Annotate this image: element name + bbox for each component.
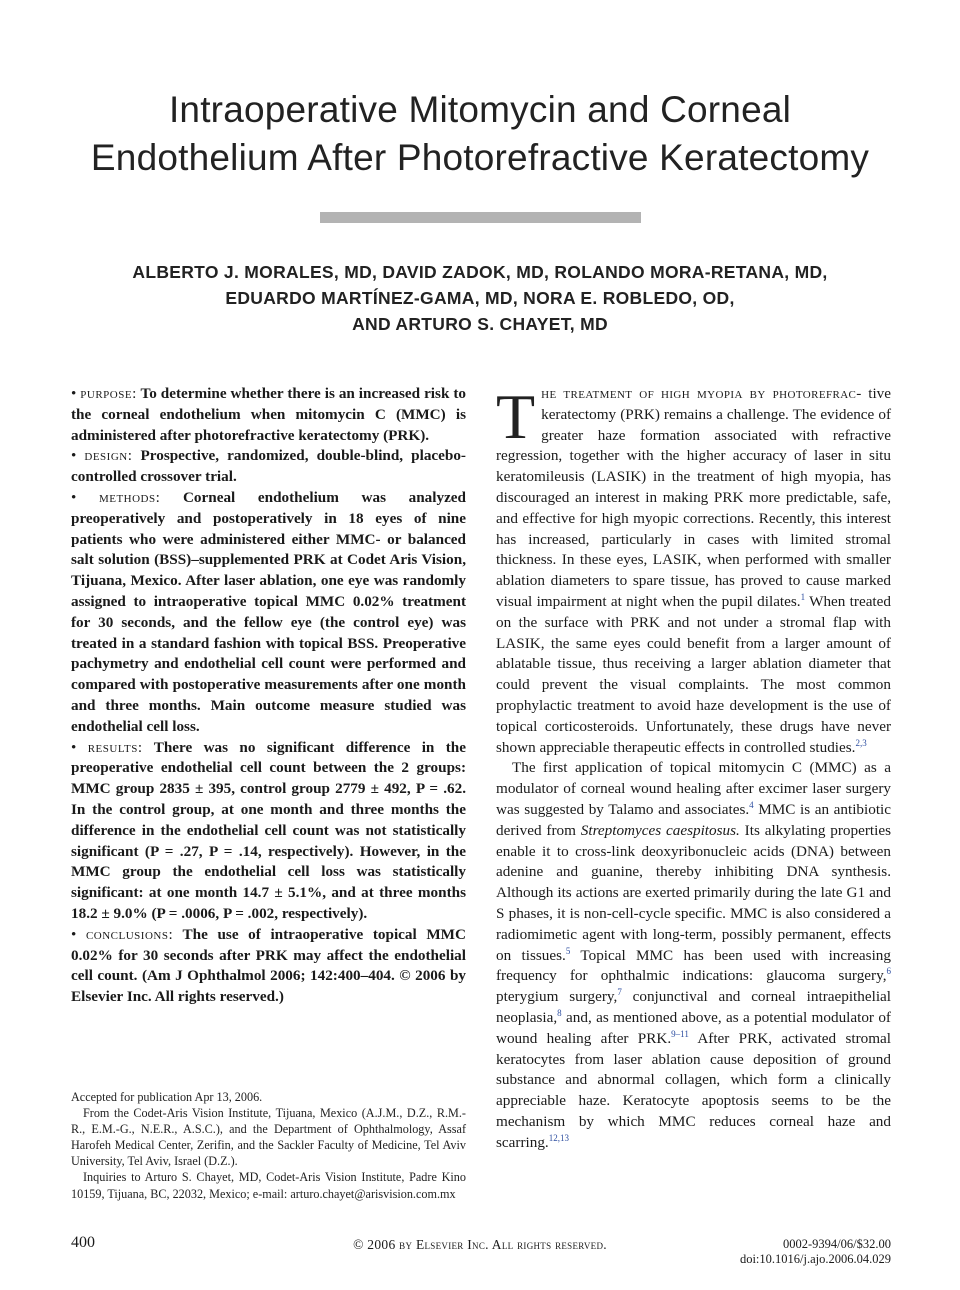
abstract-methods [71,488,466,738]
authors-line-3: AND ARTURO S. CHAYET, MD [352,314,608,334]
purpose-text: To determine whether there is an increased risk to the corneal endothelium when mitomycin C (MMC) is administered after photorefractive keratectomy (PRK). [71,385,466,444]
bullet-icon: • [71,925,77,943]
article-title [40,86,920,182]
conclusions-text: The use of intraoperative topical MMC 0.02% for 30 seconds after PRK may affect the endothelial cell count. (Am J Ophthalmol 2006; 142:400–404. © 2006 by Elsevier Inc. All rights reserved.) [71,925,466,1006]
drop-cap: T [496,381,536,452]
reference-link[interactable]: 4 [749,799,754,810]
abstract-design [71,446,466,488]
authors-line-1: ALBERTO J. MORALES, MD, DAVID ZADOK, MD, ROLANDO MORA-RETANA, MD, [132,262,828,282]
results-text: There was no significant difference in the preoperative endothelial cell count between the 2 groups: MMC group 2835 ± 395, control group 2779 ± 492, P = .62. In the control group, at one month and three months the difference in the endothelial cell count was not statistically significant (P = .27, P = .14, respectively). However, in the MMC group the endothelial cell loss was statistically significant: at one month 14.7 ± 5.1%, and at three months 18.2 ± 9.0% (P = .0006, P = .002, respectively). [71,738,466,922]
reference-link[interactable]: 9–11 [671,1028,689,1039]
abstract-purpose [71,384,466,446]
reference-link[interactable]: 7 [617,987,622,998]
title-divider [320,212,641,223]
reference-link[interactable]: 6 [886,966,891,977]
body-text-span: pterygium surgery, [496,988,618,1006]
body-text-span: Its alkylating properties enable it to cross-link deoxyribonucleic acids (DNA) between adenine and guanine, thereby inhibiting DNA synthesis. Although its actions are exerted primarily during the late G1 and S phases, it is non-cell-cycle specific. MMC is also considered a radiomimetic agent with long-term, possibly permanent, effects on tissues. [496,821,892,964]
body-text-span: conjunctival and corneal intraepithelial neoplasia, [496,988,892,1026]
body-text-span: When treated on the surface with PRK and not under a stromal flap with LASIK, the same eyes could benefit from a larger amount of ablatable tissue, thus receiving a larger ablation diameter that could prevent the visual complaints. The most common prophylactic treatment to avoid haze development is the use of topical corticosteroids. Unfortunately, these drugs have never shown appreciable therapeutic effects in controlled studies. [496,592,891,756]
abstract-conclusions [71,925,466,1008]
purpose-label: purpose: [80,385,137,402]
species-name: Streptomyces caespitosus. [580,821,740,839]
body-text-span: Topical MMC has been used with increasing frequency for ophthalmic indications: glaucoma surgery, [496,946,891,985]
conclusions-label: conclusions: [85,925,174,943]
reference-link[interactable]: 12,13 [548,1132,569,1143]
reference-link[interactable]: 8 [557,1007,562,1018]
affiliation-note: From the Codet-Aris Vision Institute, Tijuana, Mexico (A.J.M., D.Z., R.M.-R., E.M.-G., N.E.R., A.S.C.), and the Department of Ophthalmology, Assaf Harofeh Medical Center, Zerifin, and the Sackler Faculty of Medicine, Tel Aviv University, Tel Aviv, Israel (D.Z.). [71,1106,466,1169]
body-paragraph-1 [496,381,892,758]
reference-link[interactable]: 1 [800,591,806,602]
copyright-line: © 2006 by Elsevier Inc. All rights reserved. [353,1237,607,1252]
footnotes [71,1089,466,1202]
body-text-span: MMC is an antibiotic derived from [496,800,892,839]
design-label: design: [84,447,133,465]
methods-text: Corneal endothelium was analyzed preoperatively and postoperatively in 18 eyes of nine patients who were administered either MMC- or balanced salt solution (BSS)–supplemented PRK at Codet Aris Vision, Tijuana, Mexico. After laser ablation, one eye was randomly assigned to intraoperative topical MMC 0.02% treatment for 30 seconds, and the fellow eye (the control eye) was treated in a standard fashion with topical BSS. Preoperative pachymetry and endothelial cell count were performed and compared with postoperative measurements after one month and three months. Main outcome measure studied was endothelial cell loss. [71,488,466,735]
issn-doi-block [740,1237,891,1267]
reference-link[interactable]: 2,3 [855,737,867,748]
bullet-icon: • [71,738,77,756]
issn-price: 0002-9394/06/$32.00 [783,1237,891,1251]
body-text-span: tive keratectomy (PRK) remains a challenge. The evidence of greater haze formation associated with refractive regression, together with the higher accuracy of laser in situ keratomileusis (LASIK) in the treatment of high myopia, has discouraged an interest in making PRK more predictable, safe, and effective for high myopic corrections. Recently, this interest has increased, particularly in cases with limited stromal thickness. In these eyes, LASIK, when performed with smaller ablation diameters to spare tissue, has proved to cause marked visual impairment at night when the pupil dilates. [496,385,892,610]
bullet-icon: • [71,488,77,506]
body-text-span: The first application of topical mitomycin C (MMC) as a modulator of corneal wound healing after excimer laser surgery was suggested by Talamo and associates. [496,759,891,818]
body-text [496,381,892,1153]
accepted-note: Accepted for publication Apr 13, 2006. [71,1090,263,1104]
design-text: Prospective, randomized, double-blind, placebo-controlled crossover trial. [71,447,466,486]
body-text-span: and, as mentioned above, as a potential modulator of wound healing after PRK. [496,1008,891,1047]
author-list [40,259,920,337]
doi[interactable]: doi:10.1016/j.ajo.2006.04.029 [739,1252,891,1266]
abstract [71,384,466,1008]
page-number: 400 [71,1234,95,1251]
title-line-2: Endothelium After Photorefractive Keratectomy [90,137,870,178]
authors-line-2: EDUARDO MARTÍNEZ-GAMA, MD, NORA E. ROBLEDO, OD, [225,288,735,308]
lead-in: he treatment of high myopia by photorefrac- [541,385,862,402]
bullet-icon: • [71,447,77,465]
reference-link[interactable]: 5 [565,945,571,956]
results-label: results: [87,738,143,756]
abstract-results [71,738,466,925]
body-text-span: After PRK, activated stromal keratocytes from laser ablation cause deposition of ground substance and abnormal collagen, which form a clinically appreciable haze. Keratocyte apoptosis seems to be the mechanism by which MMC reduces corneal haze and scarring. [496,1029,892,1151]
inquiries-note: Inquiries to Arturo S. Chayet, MD, Codet-Aris Vision Institute, Padre Kino 10159, Tijuana, BC, 22032, Mexico; e-mail: arturo.chayet@arisvision.com.mx [71,1170,466,1201]
body-paragraph-2 [496,758,891,1153]
title-line-1: Intraoperative Mitomycin and Corneal [168,89,792,130]
bullet-icon: • [71,385,77,402]
methods-label: methods: [98,488,161,506]
